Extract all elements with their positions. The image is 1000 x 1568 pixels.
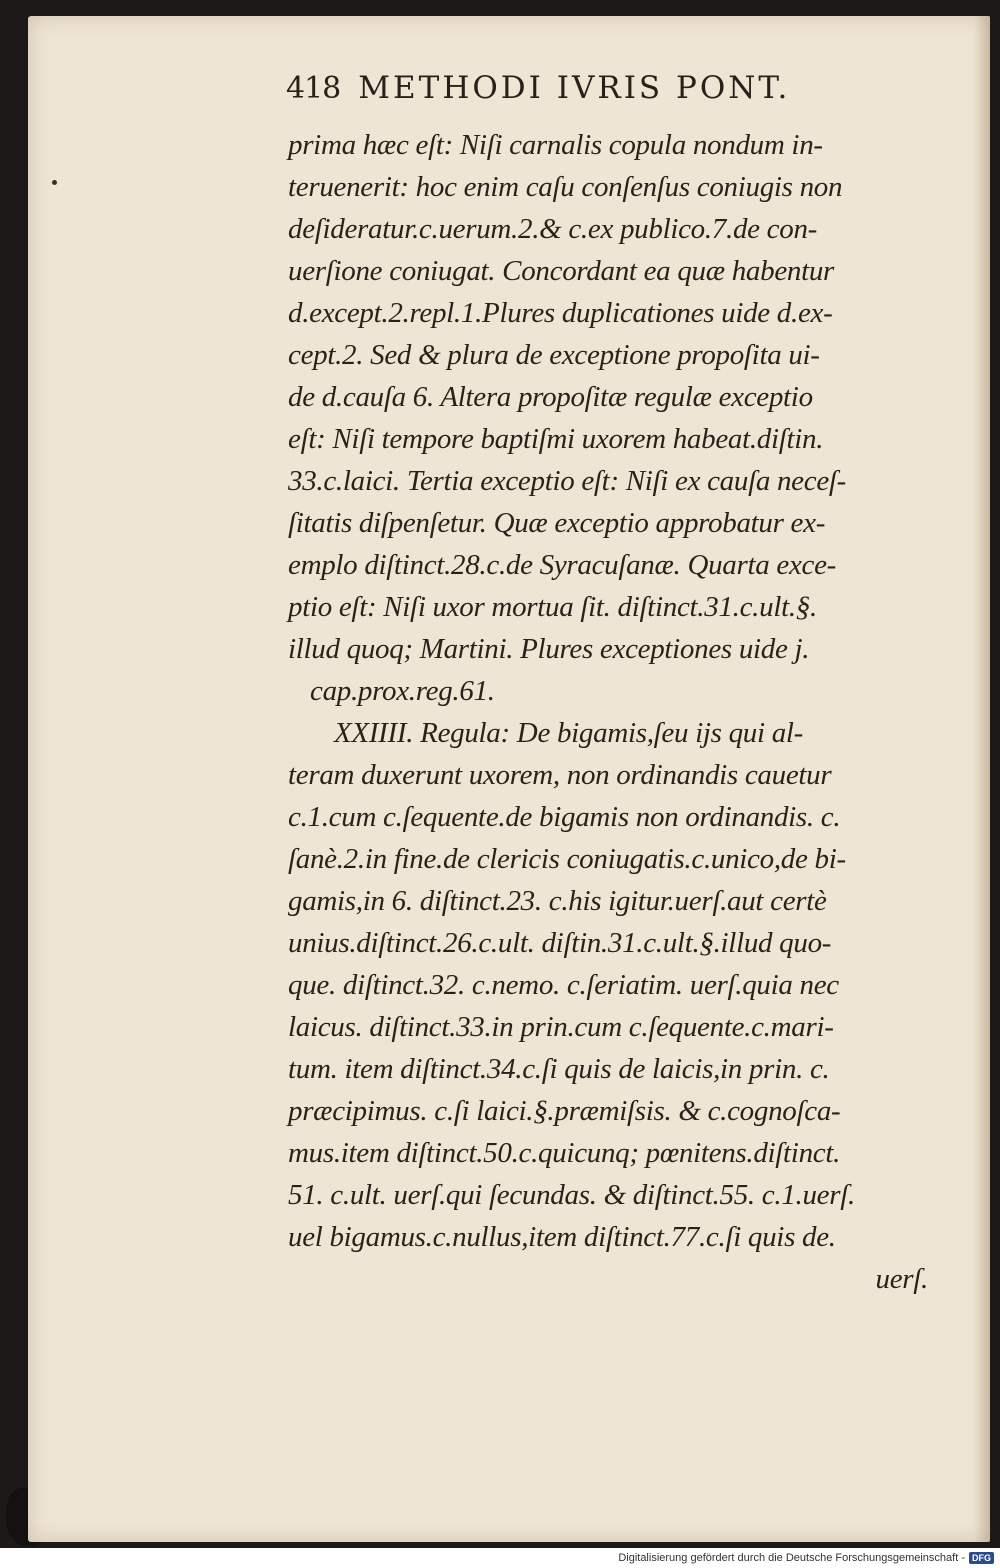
text-line: ptio eſt: Niſi uxor mortua ſit. diſtinct.31.c.ult.§. xyxy=(288,591,817,623)
text-line: c.1.cum c.ſequente.de bigamis non ordinandis. c. xyxy=(288,801,841,833)
ink-speck xyxy=(52,180,57,185)
footer-credit: Digitalisierung gefördert durch die Deutsche Forschungsgemeinschaft - xyxy=(618,1552,965,1564)
text-line: uel bigamus.c.nullus,item diſtinct.77.c.ſi quis de. xyxy=(288,1221,836,1253)
text-line: 51. c.ult. uerſ.qui ſecundas. & diſtinct.55. c.1.uerſ. xyxy=(288,1179,855,1211)
text-line: præcipimus. c.ſi laici.§.præmiſsis. & c.cognoſca- xyxy=(288,1095,841,1127)
running-head-title: METHODI IVRIS PONT. xyxy=(358,70,791,106)
text-line: tum. item diſtinct.34.c.ſi quis de laicis,in prin. c. xyxy=(288,1053,830,1085)
page-edge-shadow xyxy=(974,16,990,1542)
text-line: ſitatis diſpenſetur. Quæ exceptio approbatur ex- xyxy=(288,507,826,539)
rule-heading-line: XXIIII. Regula: De bigamis,ſeu ijs qui al- xyxy=(334,717,804,749)
text-line: gamis,in 6. diſtinct.23. c.his igitur.uerſ.aut certè xyxy=(288,885,827,917)
text-line: uerſione coniugat. Concordant ea quæ habentur xyxy=(288,255,835,287)
text-line: teruenerit: hoc enim caſu conſenſus coniugis non xyxy=(288,171,843,203)
text-line: prima hæc eſt: Niſi carnalis copula nondum in- xyxy=(288,129,823,161)
text-line: ſanè.2.in fine.de clericis coniugatis.c.unico,de bi- xyxy=(288,843,846,875)
text-line: mus.item diſtinct.50.c.quicunq; pœnitens.diſtinct. xyxy=(288,1137,841,1169)
text-line: laicus. diſtinct.33.in prin.cum c.ſequente.c.mari- xyxy=(288,1011,834,1043)
text-line: deſideratur.c.uerum.2.& c.ex publico.7.de con- xyxy=(288,213,818,245)
catchword: uerſ. xyxy=(875,1263,928,1295)
text-line: cap.prox.reg.61. xyxy=(310,675,495,707)
text-line: unius.diſtinct.26.c.ult. diſtin.31.c.ult.§.illud quo- xyxy=(288,927,832,959)
body-text xyxy=(288,124,928,1300)
running-head xyxy=(286,70,886,114)
dfg-logo: DFG xyxy=(969,1552,994,1564)
text-line: 33.c.laici. Tertia exceptio eſt: Niſi ex cauſa neceſ- xyxy=(288,465,847,497)
text-line: emplo diſtinct.28.c.de Syracuſanæ. Quarta exce- xyxy=(288,549,837,581)
text-line: teram duxerunt uxorem, non ordinandis cauetur xyxy=(288,759,832,791)
text-line: eſt: Niſi tempore baptiſmi uxorem habeat.diſtin. xyxy=(288,423,824,455)
digitization-footer xyxy=(0,1548,1000,1568)
page-number: 418 xyxy=(286,71,341,106)
text-line: de d.cauſa 6. Altera propoſitæ regulæ exceptio xyxy=(288,381,813,413)
text-line: illud quoq; Martini. Plures exceptiones uide j. xyxy=(288,633,810,665)
text-line: d.except.2.repl.1.Plures duplicationes uide d.ex- xyxy=(288,297,833,329)
text-line: cept.2. Sed & plura de exceptione propoſita ui- xyxy=(288,339,820,371)
text-line: que. diſtinct.32. c.nemo. c.ſeriatim. uerſ.quia nec xyxy=(288,969,839,1001)
